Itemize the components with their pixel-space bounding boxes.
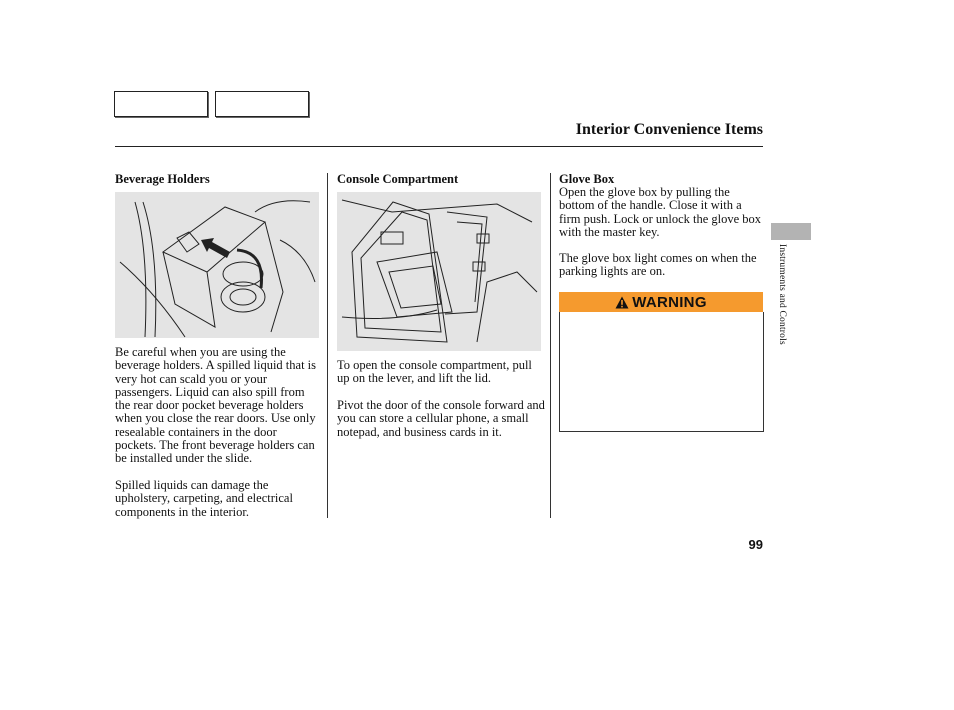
- beverage-holder-drawing: [115, 192, 319, 338]
- column-divider: [327, 173, 328, 518]
- title-rule: [115, 146, 763, 147]
- section-label: Instruments and Controls: [777, 244, 787, 345]
- beverage-holders-warning-text: Be careful when you are using the beverage holders. A spilled liquid that is very hot can scald you or your passengers. Liquid can also spill from the rear door pocket beverage holders when you close the rear doors. Use only resealable containers in the door pockets. The front beverage holders can be installed under the slide.: [115, 345, 317, 466]
- console-compartment-illustration: [337, 192, 541, 351]
- console-compartment-heading: Console Compartment: [337, 172, 459, 186]
- nav-box-next[interactable]: [215, 91, 309, 117]
- warning-triangle-icon: [615, 296, 629, 309]
- page-title: Interior Convenience Items: [575, 121, 763, 138]
- warning-banner: [559, 292, 763, 312]
- console-pivot-text: Pivot the door of the console forward and you can store a cellular phone, a small notepad, and business cards in it.: [337, 398, 545, 439]
- warning-label: WARNING: [632, 293, 707, 311]
- nav-box-previous[interactable]: [114, 91, 208, 117]
- glove-box-heading: Glove Box: [559, 172, 615, 186]
- beverage-holders-spill-text: Spilled liquids can damage the upholstery, carpeting, and electrical components in the interior.: [115, 478, 293, 519]
- console-compartment-drawing: [337, 192, 541, 351]
- glove-box-light-text: The glove box light comes on when the parking lights are on.: [559, 251, 757, 279]
- section-tab[interactable]: [771, 223, 811, 240]
- beverage-holders-heading: Beverage Holders: [115, 172, 210, 186]
- glove-box-open-text: Open the glove box by pulling the bottom of the handle. Close it with a firm push. Lock or unlock the glove box with the master key.: [559, 185, 762, 239]
- warning-box: [559, 312, 764, 432]
- console-open-text: To open the console compartment, pull up on the lever, and lift the lid.: [337, 358, 532, 386]
- beverage-holder-illustration: [115, 192, 319, 338]
- column-divider: [550, 173, 551, 518]
- page-number: 99: [748, 537, 763, 552]
